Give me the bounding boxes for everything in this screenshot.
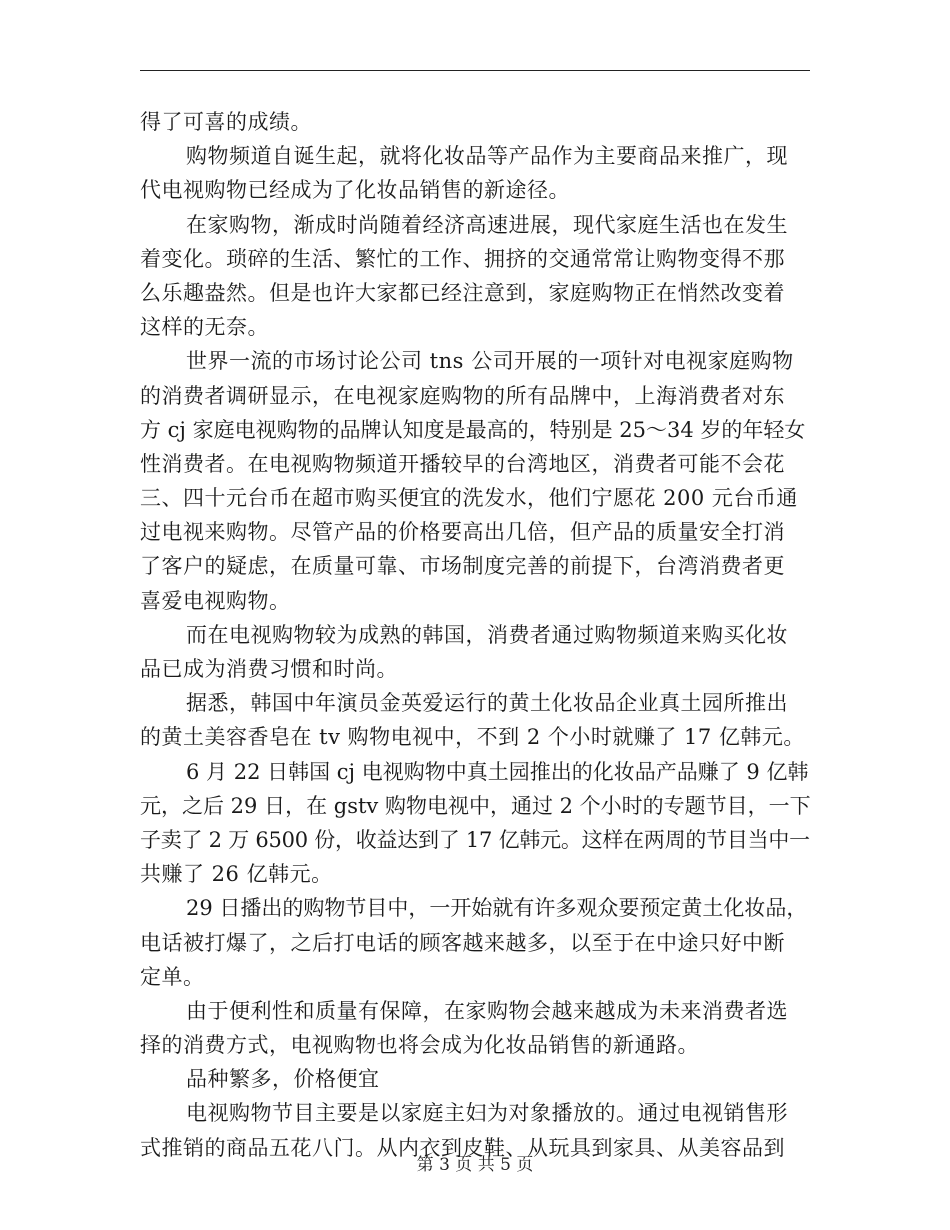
text-line: 三、四十元台币在超市购买便宜的洗发水，他们宁愿花 200 元台币通 [140,486,798,511]
footer-page-number: 3 [439,1155,450,1175]
text-line: 电视购物节目主要是以家庭主妇为对象播放的。通过电视销售形 [186,1101,788,1126]
text-line: 么乐趣盎然。但是也许大家都已经注意到，家庭购物正在悄然改变着 [140,280,785,305]
text-line: 方 cj 家庭电视购物的品牌认知度是最高的，特别是 25～34 岁的年轻女 [140,417,806,442]
text-line: 由于便利性和质量有保障，在家购物会越来越成为未来消费者选 [186,998,788,1023]
text-line: 择的消费方式，电视购物也将会成为化妆品销售的新通路。 [140,1033,699,1058]
footer-mid: 页 共 [455,1155,495,1175]
text-line: 电话被打爆了，之后打电话的顾客越来越多，以至于在中途只好中断 [140,930,785,955]
header-rule [140,70,810,71]
text-line: 购物频道自诞生起，就将化妆品等产品作为主要商品来推广，现 [186,144,788,169]
text-line: 代电视购物已经成为了化妆品销售的新途径。 [140,178,570,203]
text-line: 这样的无奈。 [140,315,269,340]
text-line: 元，之后 29 日，在 gstv 购物电视中，通过 2 个小时的专题节目，一下 [140,793,811,818]
text-line: 品种繁多，价格便宜 [186,1067,380,1092]
footer-page-total: 5 [500,1155,511,1175]
text-line: 定单。 [140,964,205,989]
text-line: 的黄土美容香皂在 tv 购物电视中，不到 2 个小时就赚了 17 亿韩元。 [140,725,805,750]
text-line: 得了可喜的成绩。 [140,110,312,134]
text-line: 着变化。琐碎的生活、繁忙的工作、拥挤的交通常常让购物变得不那 [140,246,785,271]
footer-suffix: 页 [516,1155,534,1175]
document-body [140,105,812,1165]
text-line: 而在电视购物较为成熟的韩国，消费者通过购物频道来购买化妆 [186,622,788,647]
page-footer [0,1153,950,1177]
text-line: 共赚了 26 亿韩元。 [140,862,333,887]
text-line: 性消费者。在电视购物频道开播较早的台湾地区，消费者可能不会花 [140,451,785,476]
text-line: 子卖了 2 万 6500 份，收益达到了 17 亿韩元。这样在两周的节目当中一 [140,827,810,852]
text-line: 世界一流的市场讨论公司 tns 公司开展的一项针对电视家庭购物 [186,349,794,374]
text-line: 喜爱电视购物。 [140,588,291,613]
text-line: 29 日播出的购物节目中，一开始就有许多观众要预定黄土化妆品， [186,896,808,921]
text-line: 据悉，韩国中年演员金英爱运行的黄土化妆品企业真土园所推出 [186,691,788,716]
text-line: 品已成为消费习惯和时尚。 [140,657,398,681]
text-line: 式推销的商品五花八门。从内衣到皮鞋、从玩具到家具、从美容品到 [140,1135,785,1160]
text-line: 在家购物，渐成时尚随着经济高速进展，现代家庭生活也在发生 [186,212,788,237]
text-line: 过电视来购物。尽管产品的价格要高出几倍，但产品的质量安全打消 [140,520,785,545]
text-line: 的消费者调研显示，在电视家庭购物的所有品牌中，上海消费者对东 [140,383,785,408]
footer-prefix: 第 [416,1155,434,1175]
text-line: 了客户的疑虑，在质量可靠、市场制度完善的前提下，台湾消费者更 [140,554,785,579]
text-line: 6 月 22 日韩国 cj 电视购物中真土园推出的化妆品产品赚了 9 亿韩 [186,759,809,784]
